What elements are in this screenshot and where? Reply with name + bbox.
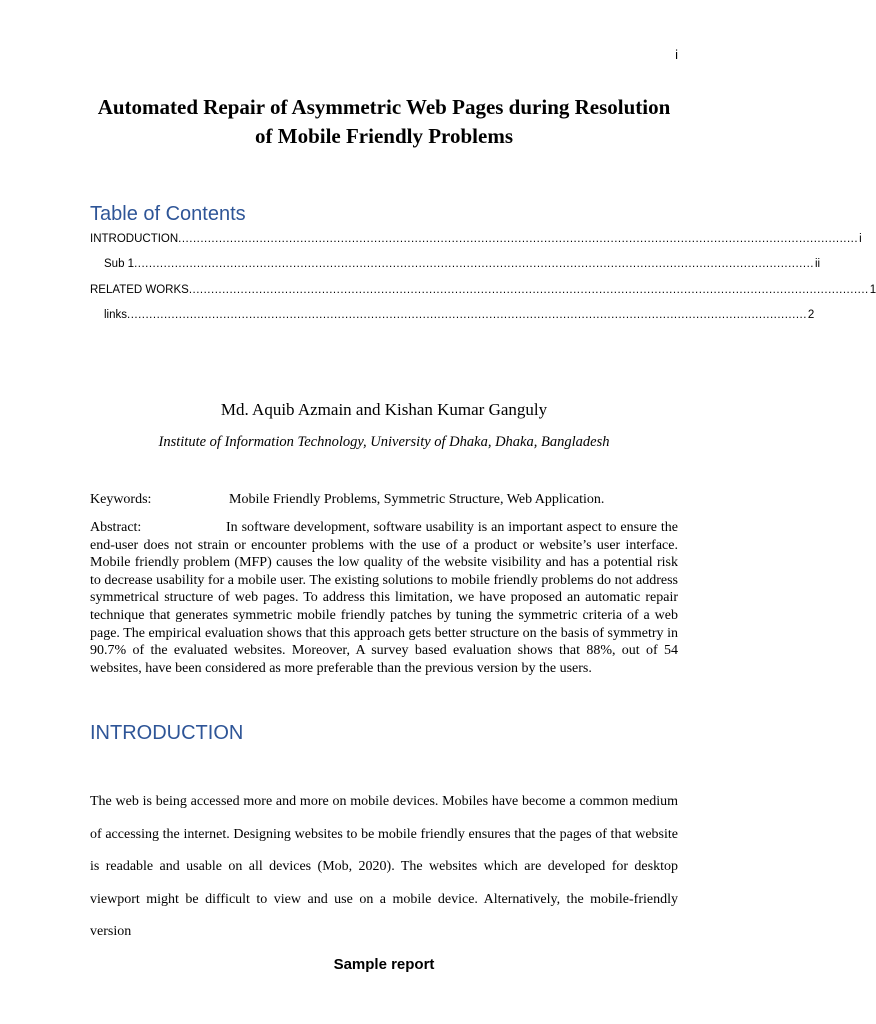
introduction-heading: INTRODUCTION [90,722,244,744]
abstract-text: In software development, software usability is an important aspect to ensure the end-user does not strain or encounter problems with the use of a product or website’s user interface. Mobile friendly problem (MFP) causes the low quality of the website visibility and has a potential risk to decrease usability for a mobile user. The existing solutions to mobile friendly problems do not address symmetrical structure of web pages. To address this limitation, we have proposed an automatic repair technique that generates symmetric mobile friendly patches by tuning the symmetric criteria of a web page. The empirical evaluation shows that this approach gets better structure on the basis of symmetry in 90.7% of the evaluated websites. Moreover, A survey based evaluation shows that 88%, out of 54 websites, have been considered as more preferable than the previous version by the users. [90,520,678,676]
toc-entry-page: i [859,233,862,245]
toc-heading: Table of Contents [90,203,246,225]
keywords [90,492,678,508]
keywords-text: Mobile Friendly Problems, Symmetric Structure, Web Application. [229,492,605,507]
toc-entry-sub-1[interactable] [104,258,821,274]
toc-entry-label: RELATED WORKS [90,284,189,296]
toc-leader-dots: ........................................................................................................................................................................................ [127,309,807,321]
toc-entry-label: INTRODUCTION [90,233,179,245]
keywords-label: Keywords: [90,492,152,507]
toc-leader-dots: ........................................................................................................................................................................................ [188,284,869,296]
toc-entry-links[interactable] [104,309,815,325]
toc-entry-page: 1 [869,284,876,296]
page-number: i [675,47,678,62]
affiliation: Institute of Information Technology, University of Dhaka, Dhaka, Bangladesh [158,434,610,450]
abstract [90,519,678,677]
toc-leader-dots: ........................................................................................................................................................................................ [134,258,814,270]
introduction-body: The web is being accessed more and more on mobile devices. Mobiles have become a common medium of accessing the internet. Designing websites to be mobile friendly ensures that the pages of that website is readable and usable on all devices (Mob, 2020). The websites which are developed for desktop viewport might be difficult to view and use on a mobile device. Alternatively, the mobile-friendly version [90,794,678,939]
toc-entry-page: 2 [807,309,815,321]
toc-leader-dots: ........................................................................................................................................................................................ [178,233,859,245]
toc-entry-introduction[interactable] [90,233,862,249]
toc-entry-related-works[interactable] [90,284,876,300]
authors: Md. Aquib Azmain and Kishan Kumar Ganguly [220,400,548,419]
toc-entry-page: ii [814,258,821,270]
toc-entry-label: links [104,309,128,321]
toc-entry-label: Sub 1 [104,258,135,270]
footer: Sample report [333,956,435,973]
abstract-label: Abstract: [90,520,142,535]
document-title: Automated Repair of Asymmetric Web Pages during Resolution of Mobile Friendly Problems [97,95,671,148]
